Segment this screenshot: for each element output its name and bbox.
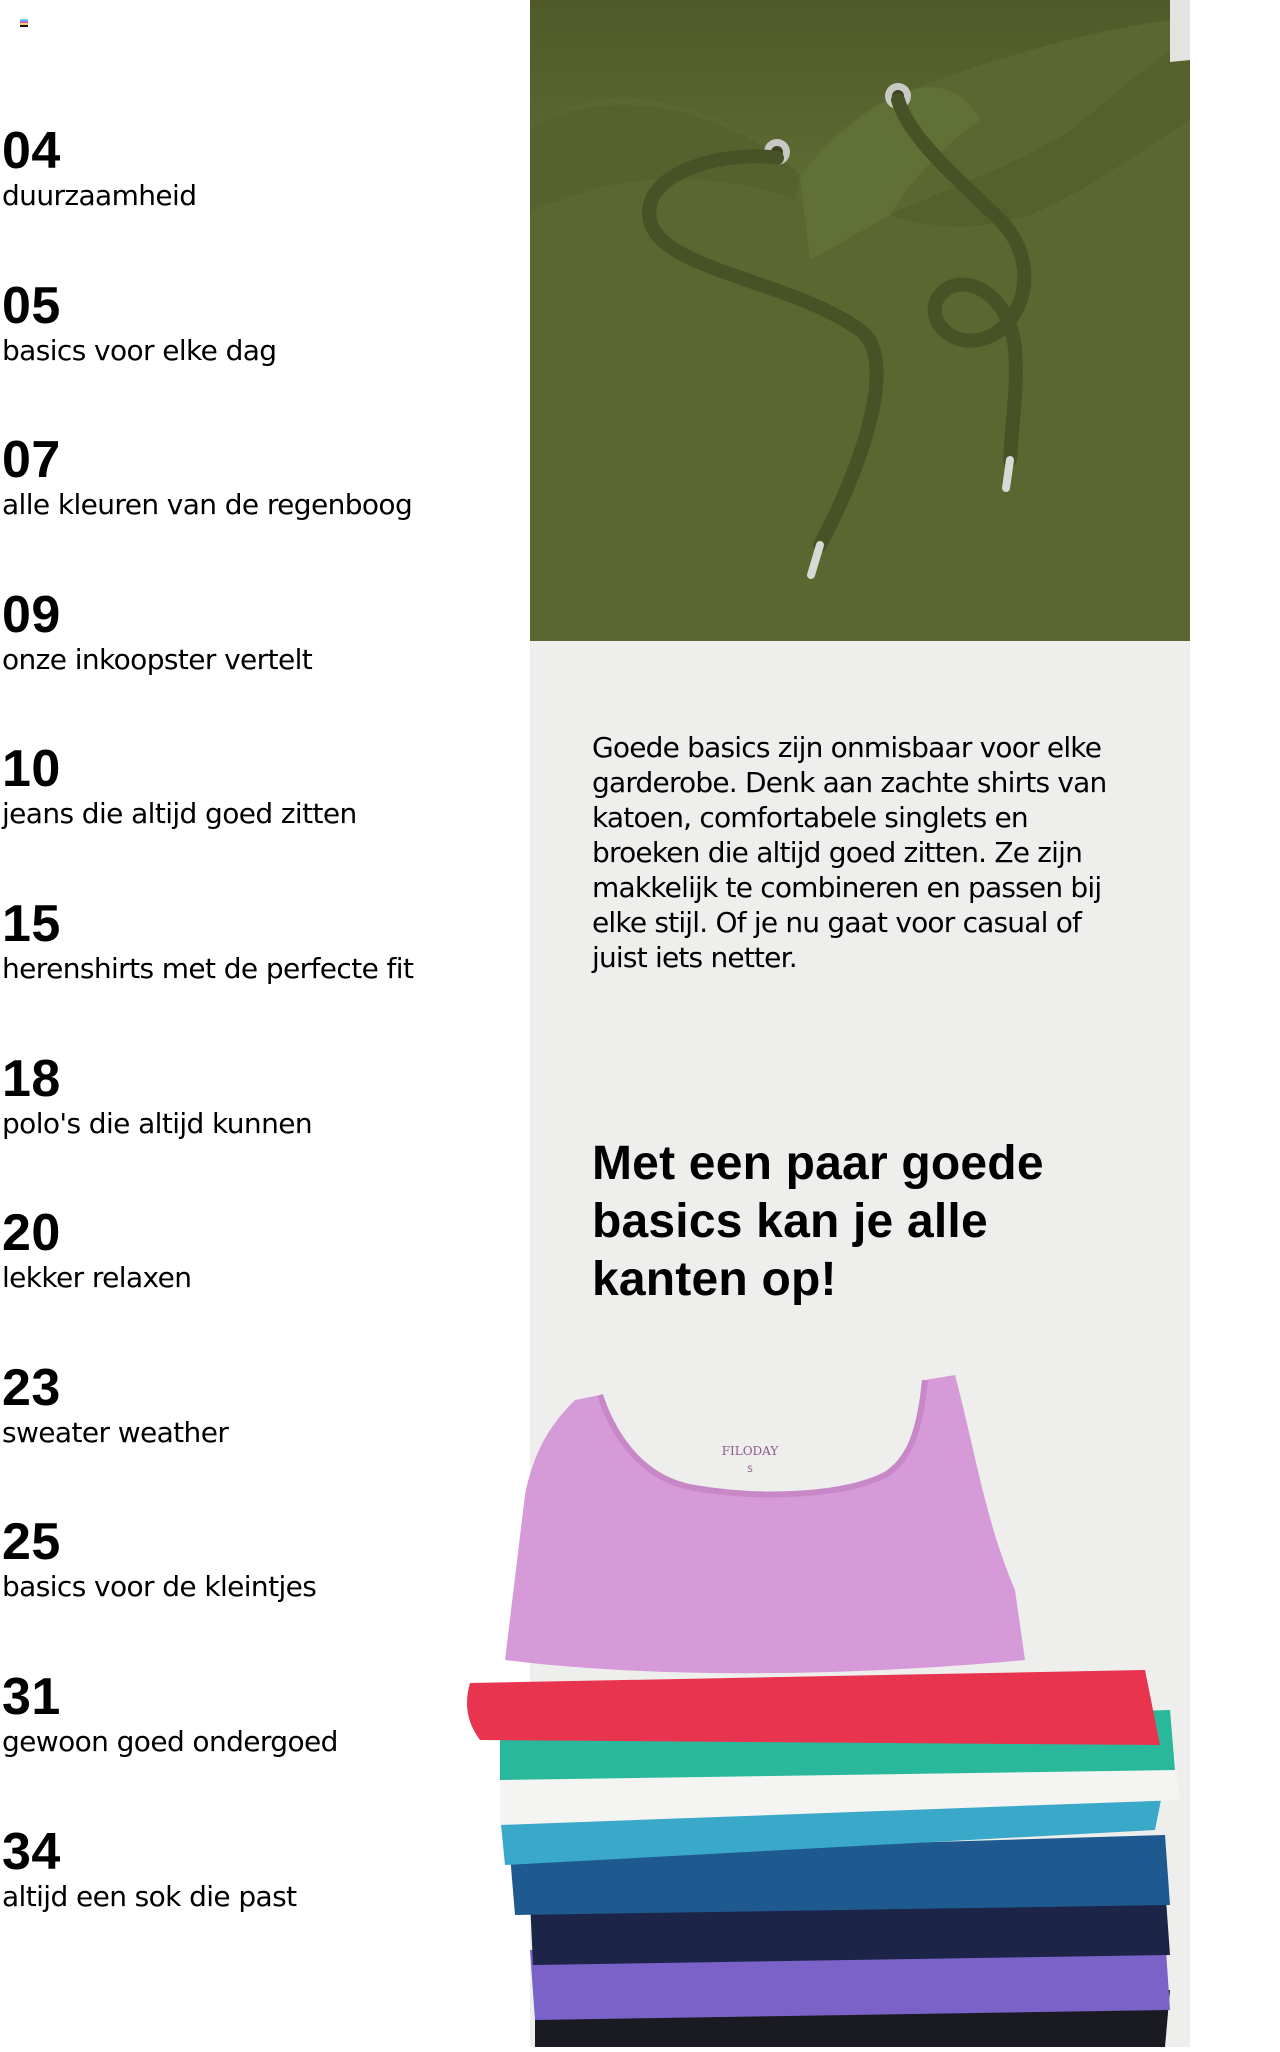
toc-label: basics voor elke dag	[2, 333, 277, 367]
toc-item[interactable]	[2, 1205, 502, 1360]
toc-label: basics voor de kleintjes	[2, 1570, 317, 1604]
folded-shirts-photo	[465, 1360, 1225, 2047]
toc-label: duurzaamheid	[2, 179, 197, 212]
tagline-heading: Met een paar goede basics kan je alle kanten op!	[592, 1137, 1044, 1306]
svg-text:FILODAY: FILODAY	[721, 1444, 779, 1458]
toc-label: lekker relaxen	[2, 1261, 192, 1295]
logo-stripe	[20, 25, 28, 27]
toc-page-number: 25	[2, 1513, 61, 1572]
toc-page-number: 20	[2, 1204, 61, 1263]
toc-item[interactable]	[2, 1360, 502, 1515]
toc-item[interactable]	[2, 1051, 502, 1206]
toc-item[interactable]	[2, 896, 502, 1051]
toc-label: gewoon goed ondergoed	[2, 1724, 338, 1758]
toc-item[interactable]	[2, 123, 502, 278]
toc-label: herenshirts met de perfecte fit	[2, 951, 414, 985]
svg-text:S: S	[747, 1465, 753, 1475]
toc-label: sweater weather	[2, 1415, 229, 1449]
hoodie-drawstring-illustration	[530, 0, 1190, 641]
toc-page-number: 23	[2, 1358, 61, 1417]
toc-page-number: 15	[2, 894, 61, 953]
intro-paragraph: Goede basics zijn onmisbaar voor elke garderobe. Denk aan zachte shirts van katoen, comfortabele singlets en broeken die altijd goed zitten. Ze zijn makkelijk te combineren en passen bij elke stijl. Of je nu gaat voor casual of juist iets netter.	[592, 731, 1107, 974]
logo-icon	[20, 19, 28, 27]
toc-item[interactable]	[2, 278, 502, 433]
toc-item[interactable]	[2, 1669, 502, 1824]
toc-page-number: 34	[2, 1822, 61, 1881]
toc-page-number: 09	[2, 585, 61, 644]
toc-page-number: 10	[2, 740, 61, 799]
toc-item[interactable]	[2, 1824, 502, 1979]
folded-tank-tops-illustration	[465, 1360, 1225, 2047]
toc-item[interactable]	[2, 432, 502, 587]
toc-item[interactable]	[2, 1514, 502, 1669]
toc-page-number: 31	[2, 1667, 61, 1726]
toc-label: alle kleuren van de regenboog	[2, 488, 413, 522]
toc-page-number: 04	[2, 122, 61, 180]
hoodie-photo	[530, 0, 1190, 641]
toc-page-number: 07	[2, 431, 61, 490]
toc-label: onze inkoopster vertelt	[2, 642, 313, 676]
toc-page-number: 05	[2, 276, 61, 335]
toc-item[interactable]	[2, 741, 502, 896]
toc-label: polo's die altijd kunnen	[2, 1106, 312, 1140]
toc-page-number: 18	[2, 1049, 61, 1108]
toc-label: jeans die altijd goed zitten	[2, 797, 357, 831]
toc-label: altijd een sok die past	[2, 1879, 297, 1913]
toc-item[interactable]	[2, 587, 502, 742]
table-of-contents	[2, 123, 502, 1978]
